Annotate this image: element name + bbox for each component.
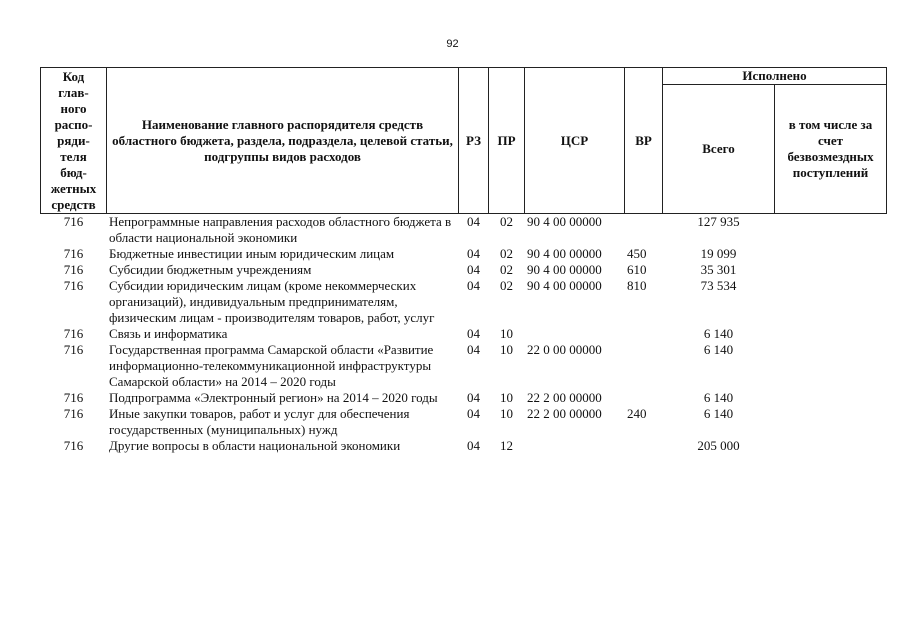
row-code: 716 — [63, 214, 84, 229]
row-code: 716 — [63, 406, 84, 421]
table-row — [41, 390, 887, 406]
row-pr: 02 — [500, 278, 513, 293]
row-csr: 90 4 00 00000 — [527, 278, 602, 293]
row-code: 716 — [63, 438, 84, 453]
header-code — [41, 68, 107, 214]
row-csr: 90 4 00 00000 — [527, 214, 602, 229]
row-vr — [625, 342, 663, 390]
budget-table — [40, 67, 887, 454]
row-pr: 10 — [500, 342, 513, 357]
table-body — [41, 214, 887, 455]
row-total: 205 000 — [697, 438, 740, 453]
header-executed: Исполнено — [663, 68, 887, 85]
table-row — [41, 214, 887, 247]
row-rz: 04 — [467, 214, 480, 229]
row-vr: 810 — [627, 278, 647, 293]
row-free — [775, 262, 887, 278]
row-free — [775, 278, 887, 326]
row-pr: 02 — [500, 214, 513, 229]
row-pr: 12 — [500, 438, 513, 453]
row-rz: 04 — [467, 342, 480, 357]
row-name: Государственная программа Самарской области «Развитие информационно-телекоммуникационной инфраструктуры Самарской области» на 2014 – 2020 годы — [109, 342, 434, 389]
row-rz: 04 — [467, 390, 480, 405]
header-incl-free: в том числе за счет безвозмездных поступлений — [775, 85, 887, 214]
row-rz: 04 — [467, 438, 480, 453]
row-total: 127 935 — [697, 214, 740, 229]
row-pr: 10 — [500, 326, 513, 341]
row-rz: 04 — [467, 246, 480, 261]
table-row — [41, 278, 887, 326]
row-free — [775, 326, 887, 342]
row-code: 716 — [63, 278, 84, 293]
row-vr: 450 — [627, 246, 647, 261]
header-total: Всего — [663, 85, 775, 214]
row-name: Бюджетные инвестиции иным юридическим лицам — [109, 246, 395, 261]
header-vr: ВР — [625, 68, 663, 214]
row-total: 19 099 — [700, 246, 737, 261]
row-pr: 10 — [500, 390, 513, 405]
header-pr: ПР — [489, 68, 525, 214]
row-free — [775, 406, 887, 438]
table-row — [41, 406, 887, 438]
row-code: 716 — [63, 262, 84, 277]
row-name: Субсидии бюджетным учреждениям — [109, 262, 312, 277]
row-total: 6 140 — [703, 406, 734, 421]
header-code-lines: Код глав- ного распо- ряди- теля бюд- жетных средств — [50, 69, 97, 212]
table-row — [41, 342, 887, 390]
row-name: Подпрограмма «Электронный регион» на 2014 – 2020 годы — [109, 390, 438, 405]
row-csr — [525, 326, 625, 342]
row-name: Непрограммные направления расходов областного бюджета в области национальной экономики — [109, 214, 452, 245]
row-total: 6 140 — [703, 390, 734, 405]
header-csr: ЦСР — [525, 68, 625, 214]
row-free — [775, 438, 887, 454]
row-name: Другие вопросы в области национальной экономики — [109, 438, 401, 453]
row-csr: 22 2 00 00000 — [527, 406, 602, 421]
row-rz: 04 — [467, 262, 480, 277]
row-free — [775, 390, 887, 406]
row-free — [775, 342, 887, 390]
row-code: 716 — [63, 390, 84, 405]
row-total: 73 534 — [700, 278, 737, 293]
row-code: 716 — [63, 342, 84, 357]
row-pr: 10 — [500, 406, 513, 421]
row-free — [775, 246, 887, 262]
row-total: 6 140 — [703, 326, 734, 341]
row-vr: 240 — [627, 406, 647, 421]
row-vr: 610 — [627, 262, 647, 277]
row-code: 716 — [63, 326, 84, 341]
row-csr — [525, 438, 625, 454]
row-csr: 90 4 00 00000 — [527, 262, 602, 277]
row-pr: 02 — [500, 262, 513, 277]
table-row — [41, 246, 887, 262]
row-vr — [625, 326, 663, 342]
row-total: 6 140 — [703, 342, 734, 357]
table-row — [41, 438, 887, 454]
row-pr: 02 — [500, 246, 513, 261]
row-code: 716 — [63, 246, 84, 261]
header-name: Наименование главного распорядителя средств областного бюджета, раздела, подраздела, целевой статьи, подгруппы видов расходов — [107, 68, 459, 214]
row-vr — [625, 214, 663, 247]
row-csr: 22 0 00 00000 — [527, 342, 602, 357]
page-number: 92 — [446, 38, 459, 50]
row-csr: 22 2 00 00000 — [527, 390, 602, 405]
table-row — [41, 326, 887, 342]
header-rz: РЗ — [459, 68, 489, 214]
row-name: Иные закупки товаров, работ и услуг для обеспечения государственных (муниципальных) нужд — [109, 406, 410, 437]
row-total: 35 301 — [700, 262, 737, 277]
row-rz: 04 — [467, 278, 480, 293]
row-vr — [625, 438, 663, 454]
row-csr: 90 4 00 00000 — [527, 246, 602, 261]
row-rz: 04 — [467, 326, 480, 341]
row-name: Связь и информатика — [109, 326, 228, 341]
row-free — [775, 214, 887, 247]
row-rz: 04 — [467, 406, 480, 421]
table-row — [41, 262, 887, 278]
row-name: Субсидии юридическим лицам (кроме некоммерческих организаций), индивидуальным предпринимателям, физическим лицам - производителям товаров, работ, услуг — [109, 278, 435, 325]
row-vr — [625, 390, 663, 406]
